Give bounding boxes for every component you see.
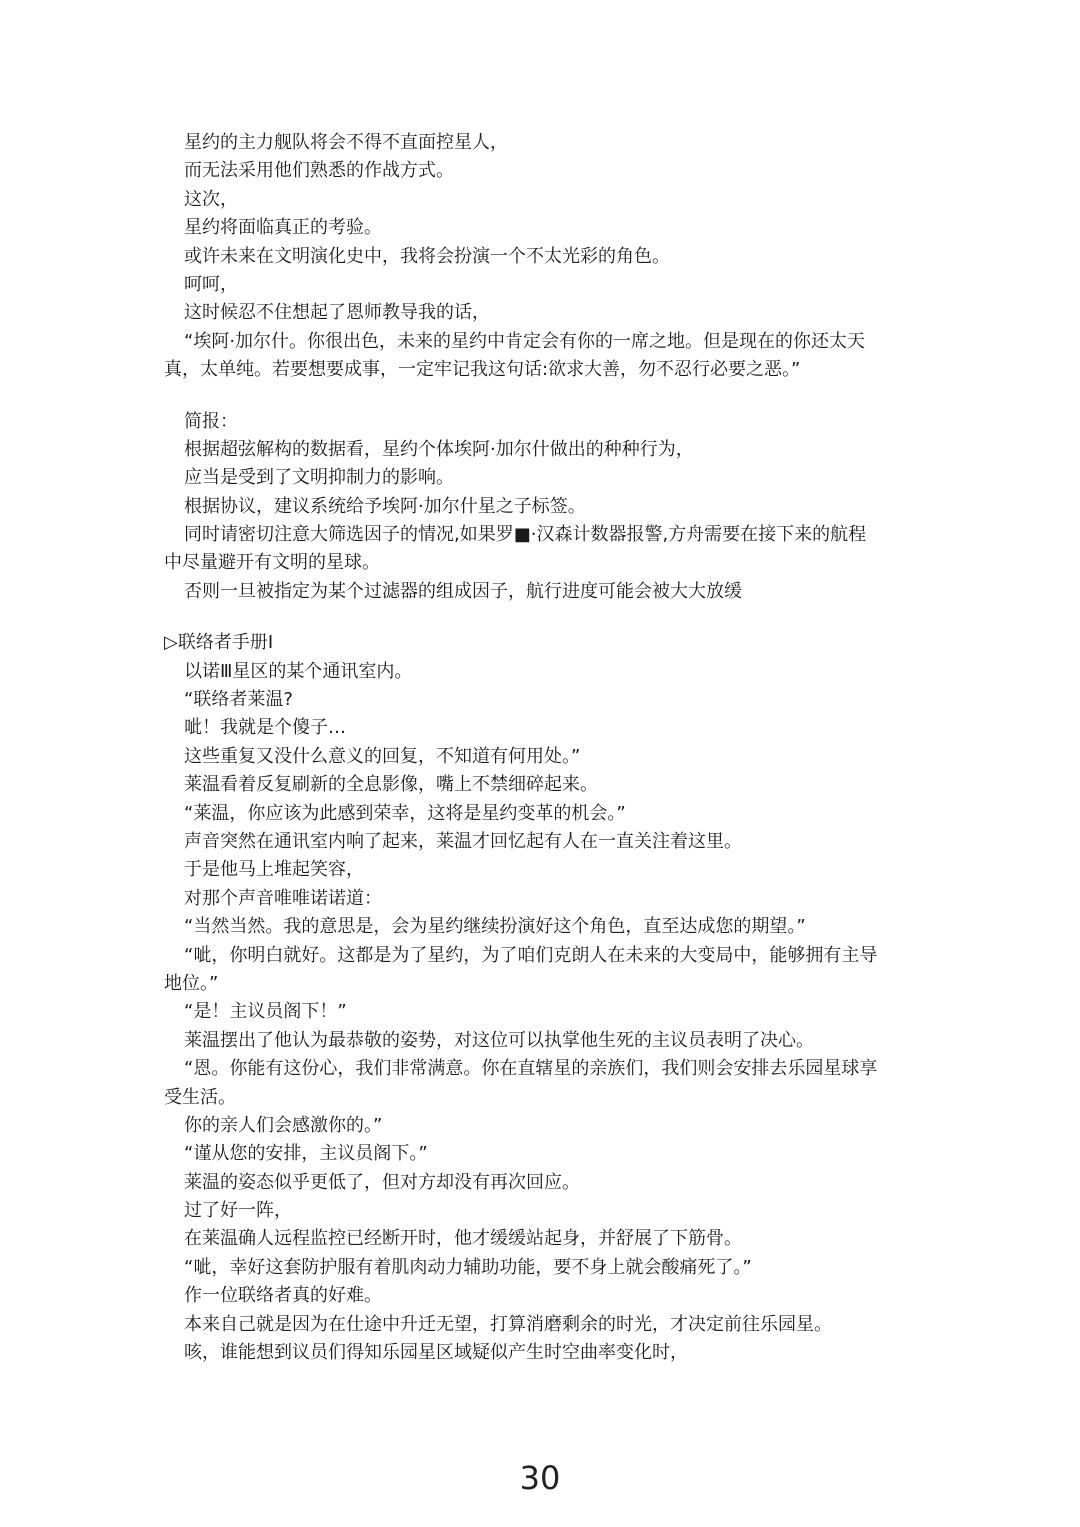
- paragraph-line: 这次，: [184, 188, 238, 210]
- paragraph-line: “当然当然。我的意思是，会为星约继续扮演好这个角色，直至达成您的期望。”: [184, 916, 806, 938]
- paragraph-line: 根据超弦解构的数据看，星约个体埃阿·加尔什做出的种种行为，: [184, 438, 694, 460]
- paragraph-line: 这时候忍不住想起了恩师教导我的话，: [184, 302, 490, 324]
- paragraph-line: 莱温摆出了他认为最恭敬的姿势，对这位可以执掌他生死的主议员表明了决心。: [184, 1029, 814, 1051]
- paragraph-line: 星约的主力舰队将会不得不直面控星人，: [184, 132, 508, 153]
- paragraph-line: 咳，谁能想到议员们得知乐园星区域疑似产生时空曲率变化时，: [184, 1342, 688, 1364]
- paragraph-line: “呲，幸好这套防护服有着肌肉动力辅助功能，要不身上就会酸痛死了。”: [184, 1256, 752, 1278]
- paragraph-line: 声音突然在通讯室内响了起来，莱温才回忆起有人在一直关注着这里。: [184, 830, 742, 852]
- paragraph-line: “恩。你能有这份心，我们非常满意。你在直辖星的亲族们，我们则会安排去乐园星球享: [184, 1058, 878, 1080]
- paragraph-line: 呵呵，: [184, 273, 238, 295]
- page-number: 30: [519, 1459, 561, 1497]
- paragraph-line: “联络者莱温?: [184, 689, 293, 711]
- paragraph-line: 呲！我就是个傻子…: [184, 717, 346, 739]
- section-heading: 简报：: [184, 410, 238, 432]
- blank-line: [164, 385, 924, 408]
- paragraph-line: 真，太单纯。若要想要成事，一定牢记我这句话:欲求大善，勿不忍行必要之恶。”: [164, 359, 801, 381]
- paragraph-line: 同时请密切注意大筛选因子的情况,如果罗■·汉森计数器报警,方舟需要在接下来的航程: [184, 524, 867, 546]
- paragraph-line: 你的亲人们会感激你的。”: [184, 1114, 383, 1136]
- paragraph-line: 否则一旦被指定为某个过滤器的组成因子，航行进度可能会被大大放缓: [184, 580, 742, 602]
- paragraph-line: “谨从您的安排，主议员阁下。”: [184, 1143, 428, 1165]
- paragraph-line: 受生活。: [164, 1086, 236, 1108]
- paragraph-line: 星约将面临真正的考验。: [184, 217, 382, 239]
- paragraph-line: 或许未来在文明演化史中，我将会扮演一个不太光彩的角色。: [184, 245, 670, 267]
- paragraph-line: 于是他马上堆起笑容，: [184, 859, 364, 881]
- paragraph-line: 莱温看着反复刷新的全息影像，嘴上不禁细碎起来。: [184, 774, 598, 796]
- paragraph-line: 对那个声音唯唯诺诺道：: [184, 887, 382, 909]
- paragraph-line: 本来自己就是因为在仕途中升迁无望，打算消磨剩余的时光，才决定前往乐园星。: [184, 1313, 832, 1335]
- paragraph-line: 在莱温确人远程监控已经断开时，他才缓缓站起身，并舒展了下筋骨。: [184, 1228, 742, 1250]
- paragraph-line: 根据协议，建议系统给予埃阿·加尔什星之子标签。: [184, 495, 586, 517]
- paragraph-line: 莱温的姿态似乎更低了，但对方却没有再次回应。: [184, 1171, 580, 1193]
- paragraph-line: “埃阿·加尔什。你很出色，未来的星约中肯定会有你的一席之地。但是现在的你还太天: [184, 330, 866, 352]
- paragraph-line: 以诺Ⅲ星区的某个通讯室内。: [184, 660, 413, 682]
- paragraph-line: “莱温，你应该为此感到荣幸，这将是星约变革的机会。”: [184, 802, 626, 824]
- paragraph-line: 地位。”: [164, 972, 219, 994]
- paragraph-line: 这些重复又没什么意义的回复，不知道有何用处。”: [184, 745, 581, 767]
- blank-line: [164, 606, 924, 629]
- paragraph-line: 应当是受到了文明抑制力的影响。: [184, 467, 454, 489]
- paragraph-line: 而无法采用他们熟悉的作战方式。: [184, 160, 454, 182]
- paragraph-line: 中尽量避开有文明的星球。: [164, 552, 380, 574]
- paragraph-line: “呲，你明白就好。这都是为了星约，为了咱们克朗人在未来的大变局中，能够拥有主导: [184, 944, 878, 966]
- paragraph-line: 过了好一阵，: [184, 1200, 292, 1222]
- paragraph-line: “是！主议员阁下！”: [184, 1001, 347, 1023]
- section-heading: ▷联络者手册Ⅰ: [164, 632, 274, 654]
- body-text: [164, 129, 924, 1367]
- paragraph-line: 作一位联络者真的好难。: [184, 1285, 382, 1307]
